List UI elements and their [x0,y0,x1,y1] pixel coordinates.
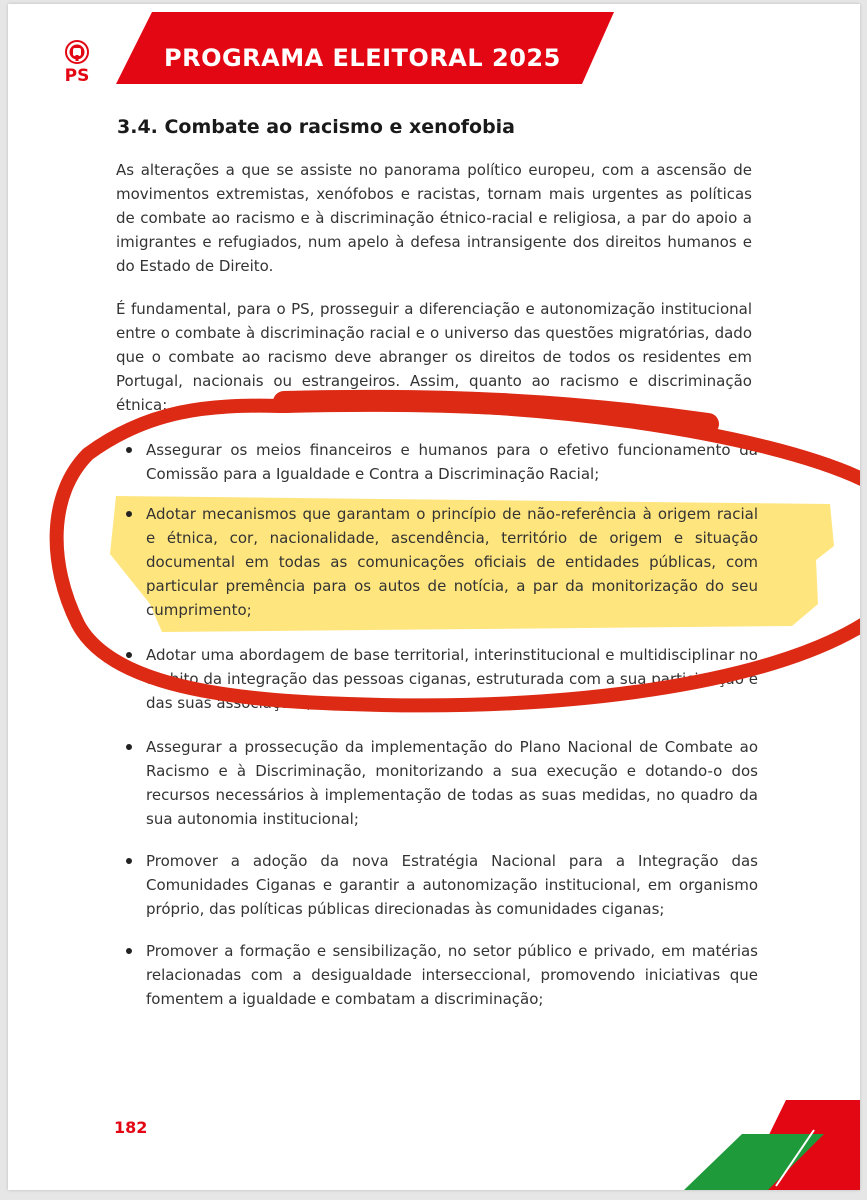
document-title: PROGRAMA ELEITORAL 2025 [164,44,561,72]
list-item [126,939,758,1011]
list-item [126,643,758,715]
document-page [8,4,860,1190]
bullet-dot [126,447,132,453]
page-number: 182 [114,1118,148,1137]
bullet-dot [126,858,132,864]
bullet-dot [126,744,132,750]
section-heading: 3.4. Combate ao racismo e xenofobia [117,116,515,138]
paragraph: É fundamental, para o PS, prosseguir a diferenciação e autonomização institucional entre o combate à discriminação racial e o universo das questões migratórias, dado que o combate ao racismo deve abranger os direitos de todos os residentes em Portugal, nacionais ou estrangeiros. Assim, quanto ao racismo e discriminação étnica: [116,300,752,414]
fist-rose-icon [60,38,94,68]
list-item [126,735,758,831]
list-item [126,438,758,486]
list-item-text: Promover a adoção da nova Estratégia Nacional para a Integração das Comunidades Ciganas e garantir a autonomização institucional, em organismo próprio, das políticas públicas direcionadas às comunidades ciganas; [146,852,758,918]
ps-logo [60,38,94,92]
bullet-dot [126,652,132,658]
list-item-text: Adotar mecanismos que garantam o princípio de não-referência à origem racial e étnica, cor, nacionalidade, ascendência, território de origem e situação documental em todas as comunicações oficiais de entidades públicas, com particular premência para os autos de notícia, a par da monitorização do seu cumprimento; [146,505,758,619]
bullet-dot [126,948,132,954]
corner-decoration [648,1100,860,1190]
bullet-dot [126,511,132,517]
list-item [126,502,758,622]
list-item-text: Assegurar a prossecução da implementação do Plano Nacional de Combate ao Racismo e à Discriminação, monitorizando a sua execução e dotando-o dos recursos necessários à implementação de todas as suas medidas, no quadro da sua autonomia institucional; [146,738,758,828]
list-item-text: Promover a formação e sensibilização, no setor público e privado, em matérias relacionadas com a desigualdade interseccional, promovendo iniciativas que fomentem a igualdade e combatam a discriminação; [146,942,758,1008]
logo-text: PS [64,66,90,86]
paragraph: As alterações a que se assiste no panorama político europeu, com a ascensão de movimentos extremistas, xenófobos e racistas, tornam mais urgentes as políticas de combate ao racismo e à discriminação étnico-racial e religiosa, a par do apoio a imigrantes e refugiados, num apelo à defesa intransigente dos direitos humanos e do Estado de Direito. [116,161,752,275]
list-item-text: Assegurar os meios financeiros e humanos para o efetivo funcionamento da Comissão para a Igualdade e Contra a Discriminação Racial; [146,441,758,483]
list-item-text: Adotar uma abordagem de base territorial, interinstitucional e multidisciplinar no âmbito da integração das pessoas ciganas, estruturada com a sua participação e das suas associações; [146,646,758,712]
list-item [126,849,758,921]
